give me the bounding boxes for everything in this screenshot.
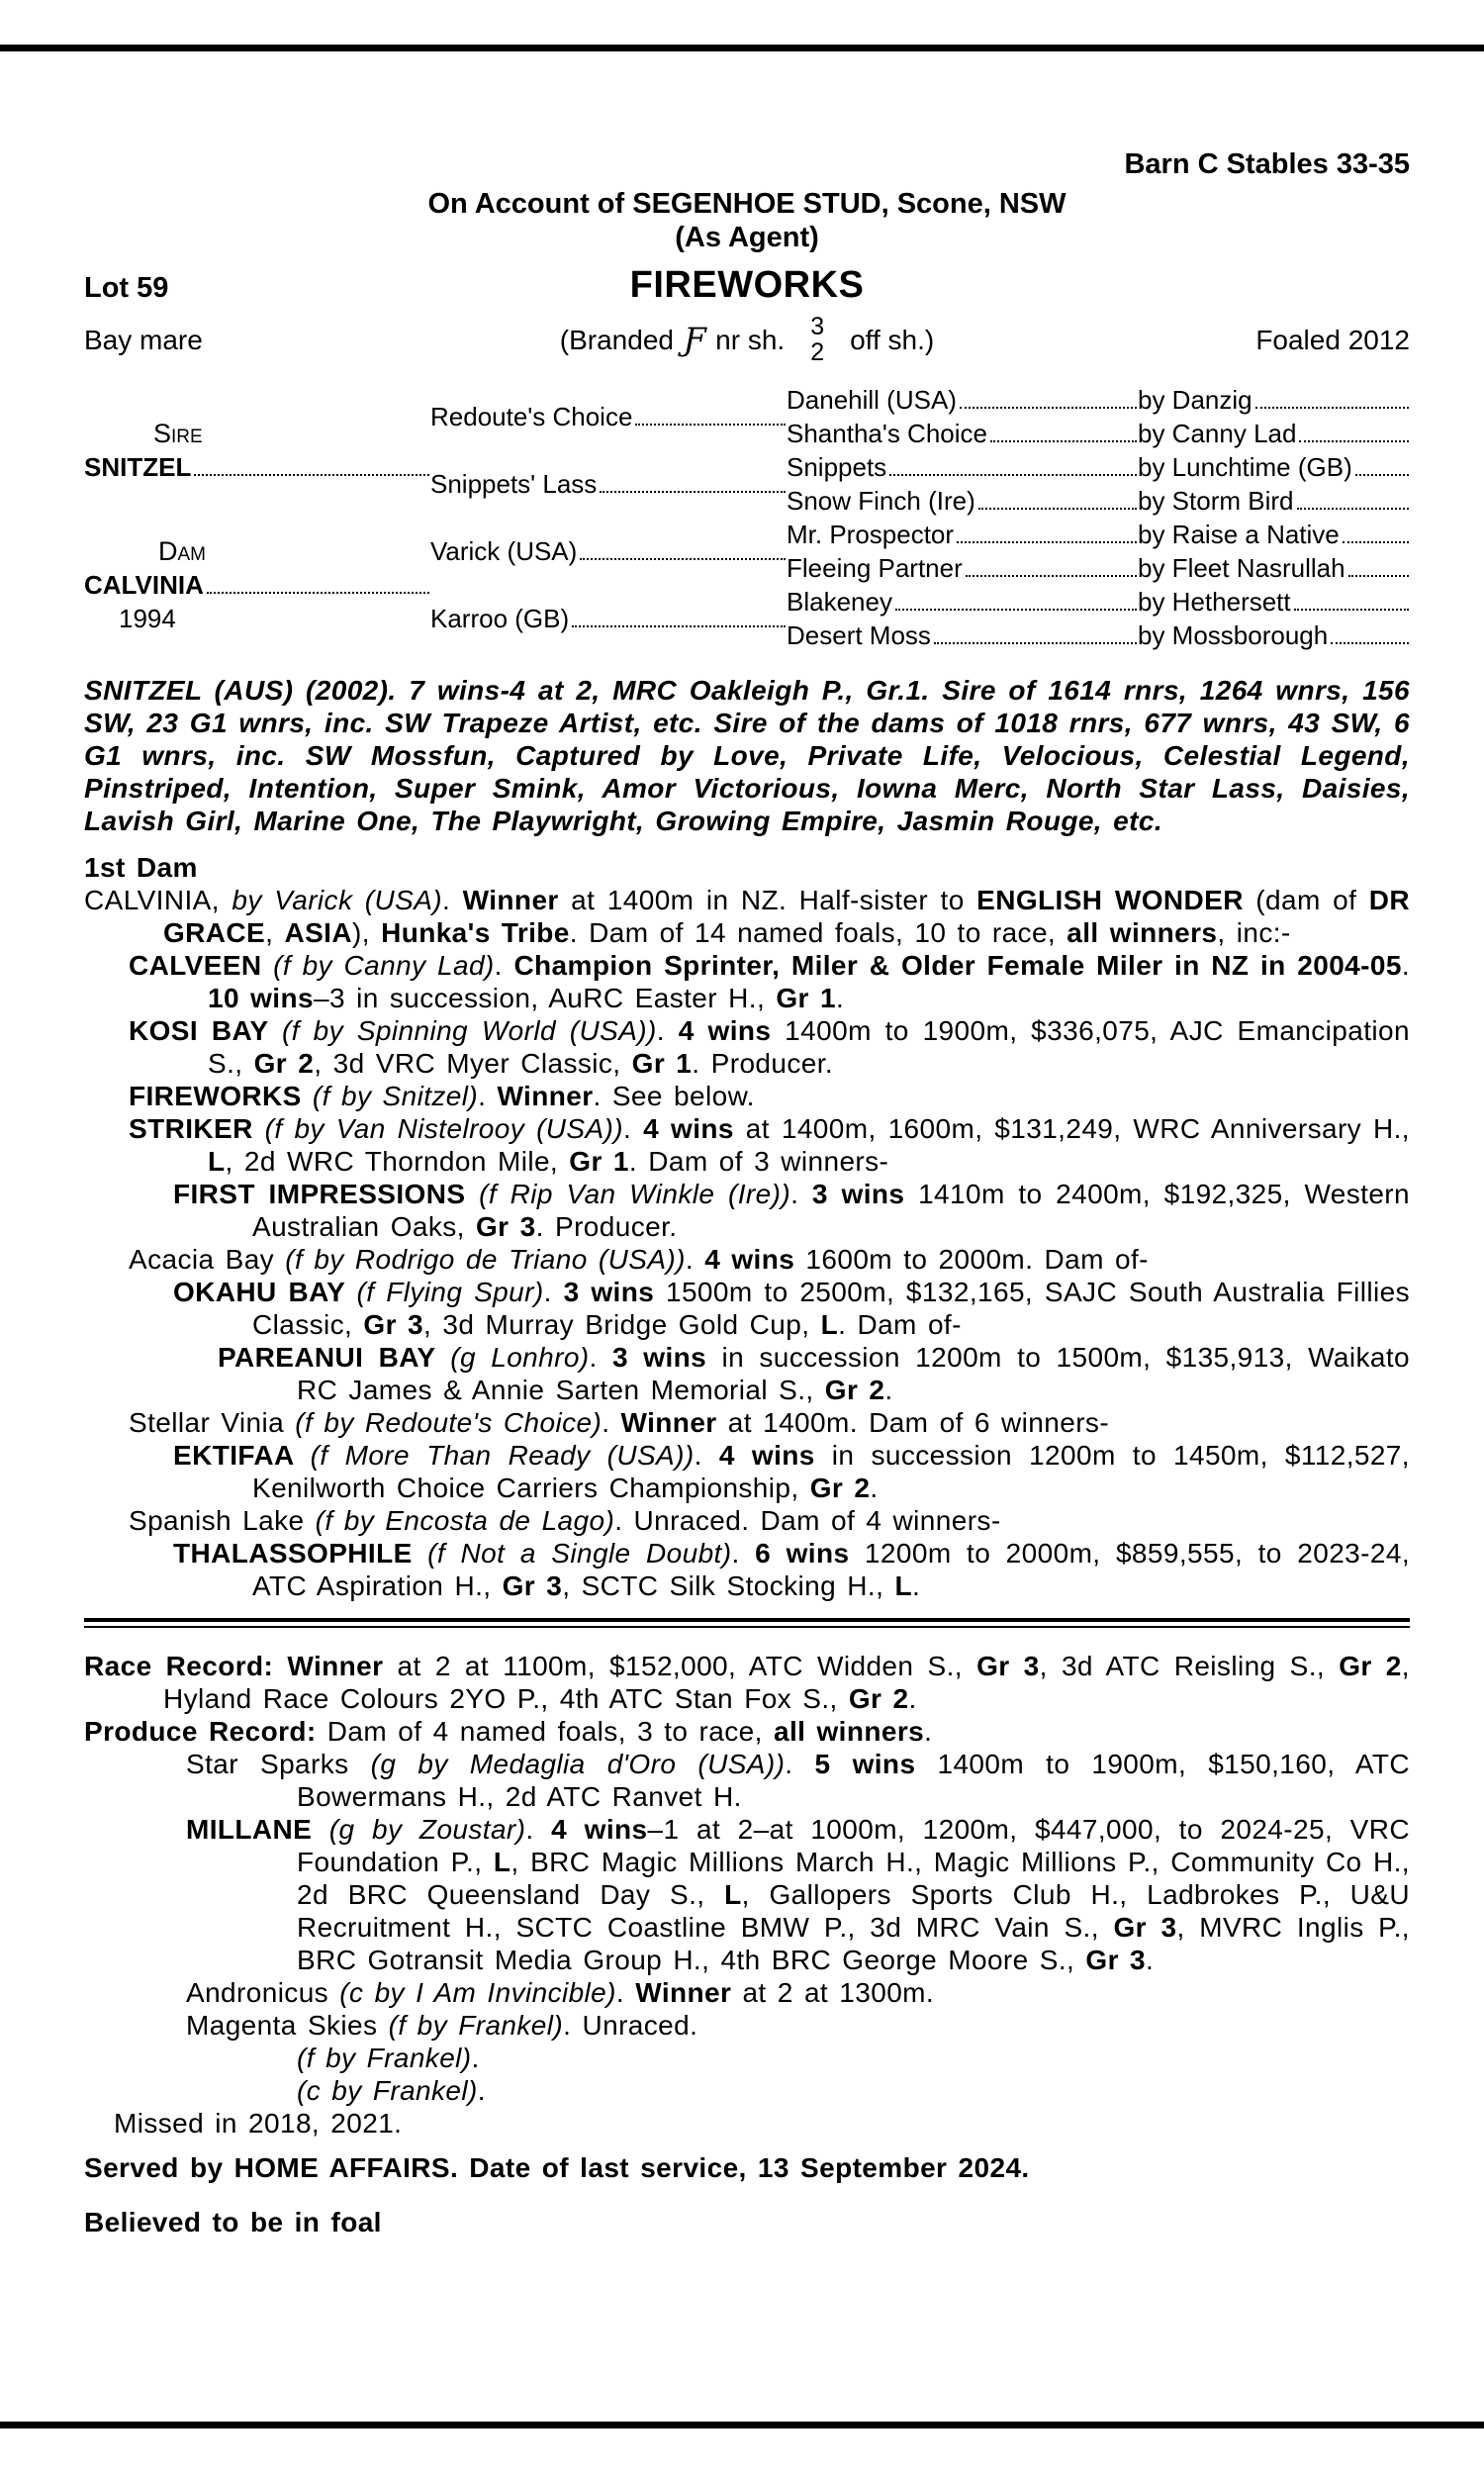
brand-off-shoulder: off sh.) <box>850 324 935 355</box>
as-agent-note: (As Agent) <box>675 222 819 253</box>
foal-details: MILLANE (g by Zoustar). 4 wins–1 at 2–at 1000m, 1200m, $447,000, to 2024-25, VRC Foundation P., L, BRC Magic Millions March H., Magic Millions P., Community Co H., 2d BRC Queensland Day S., L, Gallopers Sports Club H., Ladbrokes P., U&U Recruitment H., SCTC Coastline BMW P., 3d MRC Vain S., Gr 3, MVRC Inglis P., BRC Gotransit Media Group H., 4th BRC George Moore S., Gr 3. <box>186 1814 1411 1975</box>
dot-leader <box>990 440 1137 442</box>
dot-leader <box>600 491 786 493</box>
sire-label: Sire <box>153 419 203 448</box>
foal-year <box>114 2042 297 2074</box>
produce-entry <box>84 1748 1410 1813</box>
grandparent-by <box>1138 518 1410 551</box>
bottom-rule <box>0 2422 1484 2428</box>
foal-details: (c by Frankel). <box>297 2075 486 2106</box>
produce-record: Produce Record: Dam of 4 named foals, 3 to race, all winners. <box>84 1716 933 1747</box>
foal-details: (f by Frankel). <box>297 2043 480 2073</box>
horse-name: FIREWORKS <box>629 264 865 306</box>
first-dam-heading: 1st Dam <box>84 852 198 883</box>
sire-dam: Snippets' Lass <box>430 469 598 499</box>
dot-leader <box>1294 609 1409 611</box>
grandparent-name <box>787 417 1138 450</box>
grandparent-name <box>787 551 1138 585</box>
dot-leader <box>895 609 1137 611</box>
grandparent-name-text: Blakeney <box>787 587 892 617</box>
foal-year <box>114 1813 186 1846</box>
grandparent-name-text: Snow Finch (Ire) <box>787 486 975 516</box>
grandparent-by-text: by Danzig <box>1138 385 1252 415</box>
sire-name: SNITZEL <box>84 452 192 482</box>
dot-leader <box>635 424 786 426</box>
grandparent-name-text: Danehill (USA) <box>787 385 957 415</box>
produce-entry <box>84 2042 1410 2074</box>
sire-name-row <box>84 450 430 484</box>
grandparent-by <box>1138 450 1410 484</box>
dam-name: CALVINIA <box>84 570 204 600</box>
dot-leader <box>966 575 1137 577</box>
progeny-entry: KOSI BAY (f by Spinning World (USA)). 4 wins 1400m to 1900m, $336,075, AJC Emancipation S., Gr 2, 3d VRC Myer Classic, Gr 1. Producer. <box>129 1015 1410 1079</box>
brand-near-shoulder: nr sh. <box>715 324 786 355</box>
in-foal-note: Believed to be in foal <box>84 2207 382 2237</box>
dot-leader <box>1297 508 1410 510</box>
grandparent-by-text: by Raise a Native <box>1138 520 1340 549</box>
dam-sire-cell <box>430 518 787 585</box>
grandparent-name-text: Snippets <box>787 452 887 482</box>
dam-dam-cell <box>430 585 787 652</box>
grandparent-name-text: Desert Moss <box>787 620 931 650</box>
sire-sire-cell <box>430 383 787 450</box>
first-dam-paragraph: CALVINIA, by Varick (USA). Winner at 1400m in NZ. Half-sister to ENGLISH WONDER (dam of DR GRACE, ASIA), Hunka's Tribe. Dam of 14 named foals, 10 to race, all winners, inc:- <box>84 885 1410 948</box>
foal-year <box>114 2009 186 2042</box>
missed-years: Missed in 2018, 2021. <box>114 2108 403 2139</box>
dot-leader <box>194 474 429 476</box>
dam-sire: Varick (USA) <box>430 536 578 566</box>
foaled-year: Foaled 2012 <box>1255 324 1410 355</box>
colour-sex: Bay mare <box>84 324 203 355</box>
brand-numbers <box>810 314 824 365</box>
grandparent-by-text: by Canny Lad <box>1138 419 1297 448</box>
sire-cell <box>84 383 430 518</box>
dot-leader <box>960 407 1137 409</box>
progeny-entry: CALVEEN (f by Canny Lad). Champion Sprinter, Miler & Older Female Miler in NZ in 2004-05. 10 wins–3 in succession, AuRC Easter H., Gr 1. <box>129 950 1411 1013</box>
produce-entry <box>84 1976 1410 2009</box>
race-record: Race Record: Winner at 2 at 1100m, $152,000, ATC Widden S., Gr 3, 3d ATC Reisling S., Gr 2, Hyland Race Colours 2YO P., 4th ATC Stan Fox S., Gr 2. <box>84 1651 1410 1714</box>
served-by-note: Served by HOME AFFAIRS. Date of last service, 13 September 2024. <box>84 2152 1030 2183</box>
grandparent-by-text: by Lunchtime (GB) <box>1138 452 1352 482</box>
dot-leader <box>1343 541 1409 543</box>
grandparent-by-text: by Hethersett <box>1138 587 1291 617</box>
brand-mark: Ƒ <box>683 321 706 358</box>
grandparent-by-text: by Mossborough <box>1138 620 1329 650</box>
foal-details: Star Sparks (g by Medaglia d'Oro (USA)). 5 wins 1400m to 1900m, $150,160, ATC Bowermans H., 2d ATC Ranvet H. <box>186 1749 1411 1812</box>
grandparent-by-text: by Fleet Nasrullah <box>1138 553 1345 583</box>
grandparent-name <box>787 383 1138 417</box>
dot-leader <box>580 558 786 560</box>
grandparent-by <box>1138 585 1410 618</box>
barn-stables: Barn C Stables 33-35 <box>1124 148 1410 180</box>
dot-leader <box>207 592 429 594</box>
grandparent-by <box>1138 618 1410 652</box>
foal-details: Magenta Skies (f by Frankel). Unraced. <box>186 2010 698 2041</box>
produce-entry <box>84 2074 1410 2107</box>
sire-summary: SNITZEL (AUS) (2002). 7 wins-4 at 2, MRC Oakleigh P., Gr.1. Sire of 1614 rnrs, 1264 wnrs, 156 SW, 23 G1 wnrs, inc. SW Trapeze Artist, etc. Sire of the dams of 1018 rnrs, 677 wnrs, 43 SW, 6 G1 wnrs, inc. SW Mossfun, Captured by Love, Private Life, Velocious, Celestial Legend, Pinstriped, Intention, Super Smink, Amor Victorious, Iowna Merc, North Star Lass, Daisies, Lavish Girl, Marine One, The Playwright, Growing Empire, Jasmin Rouge, etc. <box>84 675 1410 836</box>
dot-leader <box>1348 575 1409 577</box>
grandparent-by-text: by Storm Bird <box>1138 486 1294 516</box>
lot-row <box>84 262 1410 308</box>
dot-leader <box>1331 642 1409 644</box>
grandparent-name <box>787 450 1138 484</box>
progeny-entry: OKAHU BAY (f Flying Spur). 3 wins 1500m to 2500m, $132,165, SAJC South Australia Fillies Classic, Gr 3, 3d Murray Bridge Gold Cup, L. Dam of- <box>173 1277 1410 1340</box>
foal-details: Andronicus (c by I Am Invincible). Winner at 2 at 1300m. <box>186 1977 935 2008</box>
progeny-entry: Acacia Bay (f by Rodrigo de Triano (USA)). 4 wins 1600m to 2000m. Dam of- <box>129 1244 1149 1275</box>
dot-leader <box>1255 407 1409 409</box>
dam-year: 1994 <box>119 604 176 633</box>
foal-year <box>114 1748 186 1780</box>
progeny-entry: EKTIFAA (f More Than Ready (USA)). 4 wins in succession 1200m to 1450m, $112,527, Kenilworth Choice Carriers Championship, Gr 2. <box>173 1440 1410 1503</box>
progeny-entry: PAREANUI BAY (g Lonhro). 3 wins in succession 1200m to 1500m, $135,913, Waikato RC James & Annie Sarten Memorial S., Gr 2. <box>218 1342 1410 1405</box>
foal-year <box>114 2074 297 2107</box>
grandparent-name-text: Shantha's Choice <box>787 419 987 448</box>
grandparent-by <box>1138 484 1410 518</box>
grandparent-name-text: Mr. Prospector <box>787 520 955 549</box>
dot-leader <box>978 508 1137 510</box>
dam-cell <box>84 518 430 652</box>
dam-name-row <box>84 568 430 602</box>
dot-leader <box>1299 440 1409 442</box>
section-divider <box>84 1618 1410 1628</box>
produce-entry <box>84 1813 1410 1976</box>
pedigree-table <box>84 383 1410 652</box>
vendor-account: On Account of SEGENHOE STUD, Scone, NSW <box>427 188 1067 220</box>
progeny-entry: Spanish Lake (f by Encosta de Lago). Unraced. Dam of 4 winners- <box>129 1505 1001 1536</box>
brand-number-top: 3 <box>810 313 825 340</box>
foal-year <box>114 1976 186 2009</box>
grandparent-name <box>787 484 1138 518</box>
page-content <box>84 0 1410 2238</box>
lot-number: Lot 59 <box>84 272 169 304</box>
grandparent-by <box>1138 417 1410 450</box>
brand-prefix: (Branded <box>559 324 674 355</box>
grandparent-name-text: Fleeing Partner <box>787 553 963 583</box>
detail-row <box>84 308 1410 371</box>
grandparent-name <box>787 585 1138 618</box>
progeny-entry: FIREWORKS (f by Snitzel). Winner. See below. <box>129 1081 755 1111</box>
brand-info <box>560 314 934 365</box>
grandparent-name <box>787 518 1138 551</box>
progeny-entry: FIRST IMPRESSIONS (f Rip Van Winkle (Ire)). 3 wins 1410m to 2400m, $192,325, Western Australian Oaks, Gr 3. Producer. <box>173 1179 1410 1242</box>
dot-leader <box>889 474 1137 476</box>
grandparent-by <box>1138 383 1410 417</box>
progeny-entry: STRIKER (f by Van Nistelrooy (USA)). 4 wins at 1400m, 1600m, $131,249, WRC Anniversary H., L, 2d WRC Thorndon Mile, Gr 1. Dam of 3 winners- <box>129 1113 1410 1177</box>
dot-leader <box>957 541 1137 543</box>
grandparent-by <box>1138 551 1410 585</box>
produce-entry <box>84 2009 1410 2042</box>
dot-leader <box>572 625 786 627</box>
dot-leader <box>1355 474 1409 476</box>
progeny-entry: THALASSOPHILE (f Not a Single Doubt). 6 wins 1200m to 2000m, $859,555, to 2023-24, ATC Aspiration H., Gr 3, SCTC Silk Stocking H., L. <box>173 1538 1410 1601</box>
dam-label: Dam <box>158 536 206 566</box>
grandparent-name <box>787 618 1138 652</box>
dam-dam: Karroo (GB) <box>430 604 570 633</box>
dot-leader <box>934 642 1137 644</box>
progeny-entry: Stellar Vinia (f by Redoute's Choice). Winner at 1400m. Dam of 6 winners- <box>129 1407 1110 1438</box>
brand-number-bottom: 2 <box>810 338 825 366</box>
sire-dam-cell <box>430 450 787 518</box>
sire-sire: Redoute's Choice <box>430 402 633 431</box>
